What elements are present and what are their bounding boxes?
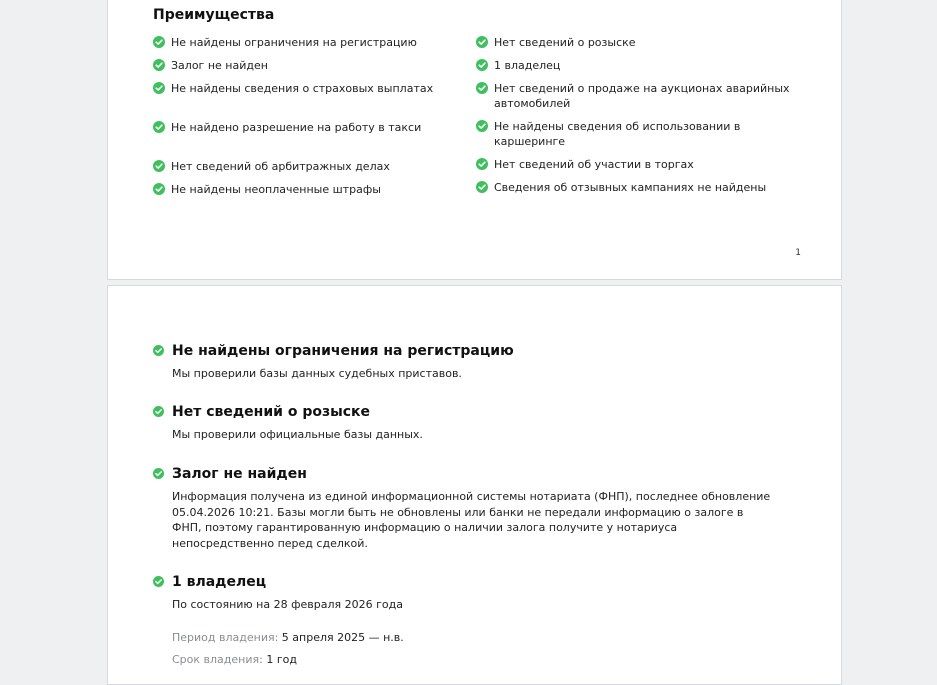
- advantage-item: Сведения об отзывных кампаниях не найдены: [476, 180, 806, 195]
- check-circle-icon: [153, 406, 164, 417]
- advantage-item: Не найдены ограничения на регистрацию: [153, 35, 468, 50]
- section-body: Мы проверили базы данных судебных приставов.: [172, 367, 462, 380]
- section-title: 1 владелец: [172, 574, 267, 590]
- check-circle-icon: [476, 82, 488, 94]
- section-title: Нет сведений о розыске: [172, 404, 371, 420]
- report-page-2: [107, 285, 842, 685]
- check-circle-icon: [153, 82, 165, 94]
- advantage-item: Не найдены сведения об использовании в каршеринге: [476, 119, 754, 149]
- section-body: По состоянию на 28 февраля 2026 года: [172, 598, 403, 611]
- check-circle-icon: [153, 183, 165, 195]
- page-number: 1: [795, 248, 801, 258]
- section-owners: [153, 573, 783, 613]
- advantage-item: Нет сведений об арбитражных делах: [153, 159, 468, 174]
- check-circle-icon: [476, 158, 488, 170]
- check-circle-icon: [153, 345, 164, 356]
- advantage-item: Нет сведений о розыске: [476, 35, 806, 50]
- advantage-item: Не найдены неоплаченные штрафы: [153, 182, 468, 197]
- check-circle-icon: [476, 181, 488, 193]
- ownership-period-value: 5 апреля 2025 — н.в.: [281, 631, 404, 644]
- section-registration: [153, 342, 783, 382]
- section-pledge: [153, 465, 783, 551]
- advantage-item: Нет сведений о продаже на аукционах аварийных автомобилей: [476, 81, 794, 111]
- section-title: Не найдены ограничения на регистрацию: [172, 343, 514, 359]
- check-circle-icon: [153, 576, 164, 587]
- advantages-title: Преимущества: [153, 7, 275, 23]
- ownership-period-label: Период владения:: [172, 631, 279, 644]
- check-circle-icon: [153, 36, 165, 48]
- section-title: Залог не найден: [172, 466, 307, 482]
- check-circle-icon: [153, 160, 165, 172]
- advantages-left-column: [153, 35, 468, 205]
- advantages-right-column: [476, 35, 806, 203]
- section-body: Мы проверили официальные базы данных.: [172, 428, 423, 441]
- advantage-item: Залог не найден: [153, 58, 468, 73]
- advantage-item: 1 владелец: [476, 58, 806, 73]
- advantage-item: Не найдены сведения о страховых выплатах: [153, 81, 468, 96]
- check-circle-icon: [476, 36, 488, 48]
- advantage-item: Не найдено разрешение на работу в такси: [153, 120, 468, 135]
- check-circle-icon: [476, 59, 488, 71]
- ownership-term: [172, 653, 297, 666]
- section-wanted: [153, 403, 783, 443]
- ownership-period: [172, 631, 404, 644]
- check-circle-icon: [153, 121, 165, 133]
- check-circle-icon: [153, 468, 164, 479]
- report-page-1: [107, 0, 842, 280]
- advantage-item: Нет сведений об участии в торгах: [476, 157, 806, 172]
- check-circle-icon: [153, 59, 165, 71]
- check-circle-icon: [476, 120, 488, 132]
- ownership-term-label: Срок владения:: [172, 653, 263, 666]
- section-body: Информация получена из единой информационной системы нотариата (ФНП), последнее обновление 05.04.2026 10:21. Базы могли быть не обновлены или банки не передали информацию о залоге в ФНП, поэтому гарантированную информацию о наличии залога получите у нотариуса непосредственно перед сделкой.: [172, 490, 771, 550]
- ownership-term-value: 1 год: [266, 653, 297, 666]
